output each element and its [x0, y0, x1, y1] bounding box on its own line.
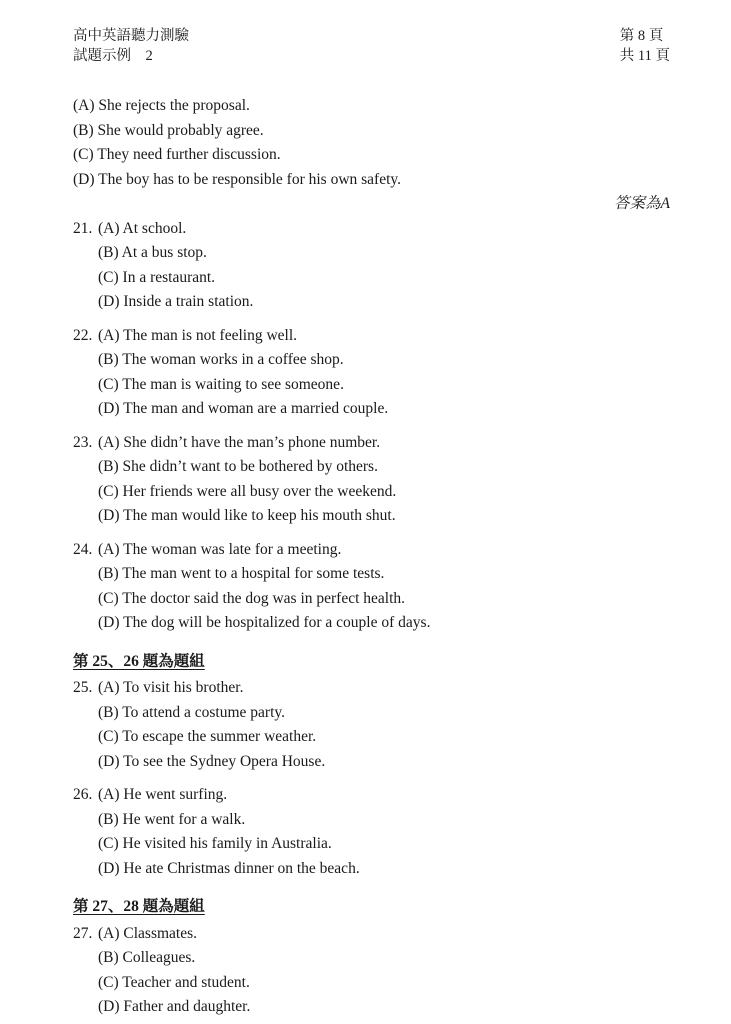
question-25 — [73, 676, 670, 774]
option-line: (C) The man is waiting to see someone. — [98, 375, 344, 393]
option-line: (D) He ate Christmas dinner on the beach. — [98, 859, 360, 877]
option-line: (A) The man is not feeling well. — [98, 326, 298, 344]
question-first-line — [73, 538, 670, 563]
option-line: (D) To see the Sydney Opera House. — [98, 752, 326, 770]
option-line: (A) She didn’t have the man’s phone number. — [98, 433, 381, 451]
option-line: (B) Colleagues. — [98, 949, 196, 966]
answer-note: 答案為A — [614, 195, 670, 212]
option-line: (C) He visited his family in Australia. — [98, 835, 332, 852]
question-number: 22. — [73, 326, 93, 344]
option-line: (B) To attend a costume party. — [98, 703, 286, 721]
option-line: (D) The man would like to keep his mouth shut. — [98, 507, 396, 524]
option-line: (C) To escape the summer weather. — [98, 728, 317, 745]
question-first-line — [73, 324, 670, 349]
option-line: (A) To visit his brother. — [98, 679, 244, 696]
question-first-line — [73, 431, 670, 456]
option-line: (D) Father and daughter. — [98, 998, 251, 1015]
doc-subtitle: 試題示例 2 — [73, 48, 153, 64]
question-first-line — [73, 922, 670, 947]
option-line: (A) He went surfing. — [98, 786, 228, 803]
question-first-line — [73, 217, 670, 242]
doc-title: 高中英語聽力測驗 — [73, 28, 189, 44]
option-line: (D) Inside a train station. — [98, 293, 254, 310]
question-21 — [73, 217, 670, 315]
option-line: (C) Her friends were all busy over the weekend. — [98, 482, 397, 500]
option-line: (A) The woman was late for a meeting. — [98, 540, 342, 558]
option-line: (D) The boy has to be responsible for his own safety. — [73, 170, 402, 188]
question-number: 25. — [73, 679, 93, 696]
option-line: (B) She would probably agree. — [73, 121, 264, 139]
option-line: (C) Teacher and student. — [98, 973, 250, 991]
option-line: (A) At school. — [98, 219, 187, 237]
option-line: (B) He went for a walk. — [98, 810, 246, 828]
question-number: 27. — [73, 924, 93, 942]
option-line: (C) In a restaurant. — [98, 268, 216, 286]
question-26 — [73, 783, 670, 881]
question-23 — [73, 431, 670, 529]
question-first-line — [73, 783, 670, 808]
option-line: (B) The man went to a hospital for some tests. — [98, 565, 385, 582]
header-right — [620, 26, 670, 66]
page-header — [73, 26, 670, 66]
question-content — [73, 94, 670, 1020]
question-number: 26. — [73, 786, 93, 803]
option-line: (C) They need further discussion. — [73, 146, 281, 163]
header-left — [73, 26, 189, 66]
option-line: (D) The man and woman are a married couple. — [98, 400, 389, 417]
question-24 — [73, 538, 670, 636]
page-total-label: 共 11 頁 — [619, 48, 670, 64]
group-heading-27-28: 第 27、28 題為題組 — [73, 898, 205, 915]
question-number: 21. — [73, 219, 93, 237]
option-line: (D) The dog will be hospitalized for a couple of days. — [98, 614, 431, 631]
option-line: (B) The woman works in a coffee shop. — [98, 351, 344, 368]
option-line: (B) She didn’t want to be bothered by others. — [98, 458, 378, 475]
question-27 — [73, 922, 670, 1020]
group-heading-25-26: 第 25、26 題為題組 — [73, 652, 205, 670]
option-line: (B) At a bus stop. — [98, 244, 207, 261]
option-line: (C) The doctor said the dog was in perfect health. — [98, 589, 406, 607]
question-22 — [73, 324, 670, 422]
question-20-options — [73, 94, 670, 192]
page-number-label: 第 8 頁 — [619, 28, 664, 44]
option-line: (A) She rejects the proposal. — [73, 97, 250, 114]
question-number: 23. — [73, 433, 93, 451]
question-number: 24. — [73, 540, 93, 558]
option-line: (A) Classmates. — [98, 924, 198, 942]
question-first-line — [73, 676, 670, 701]
